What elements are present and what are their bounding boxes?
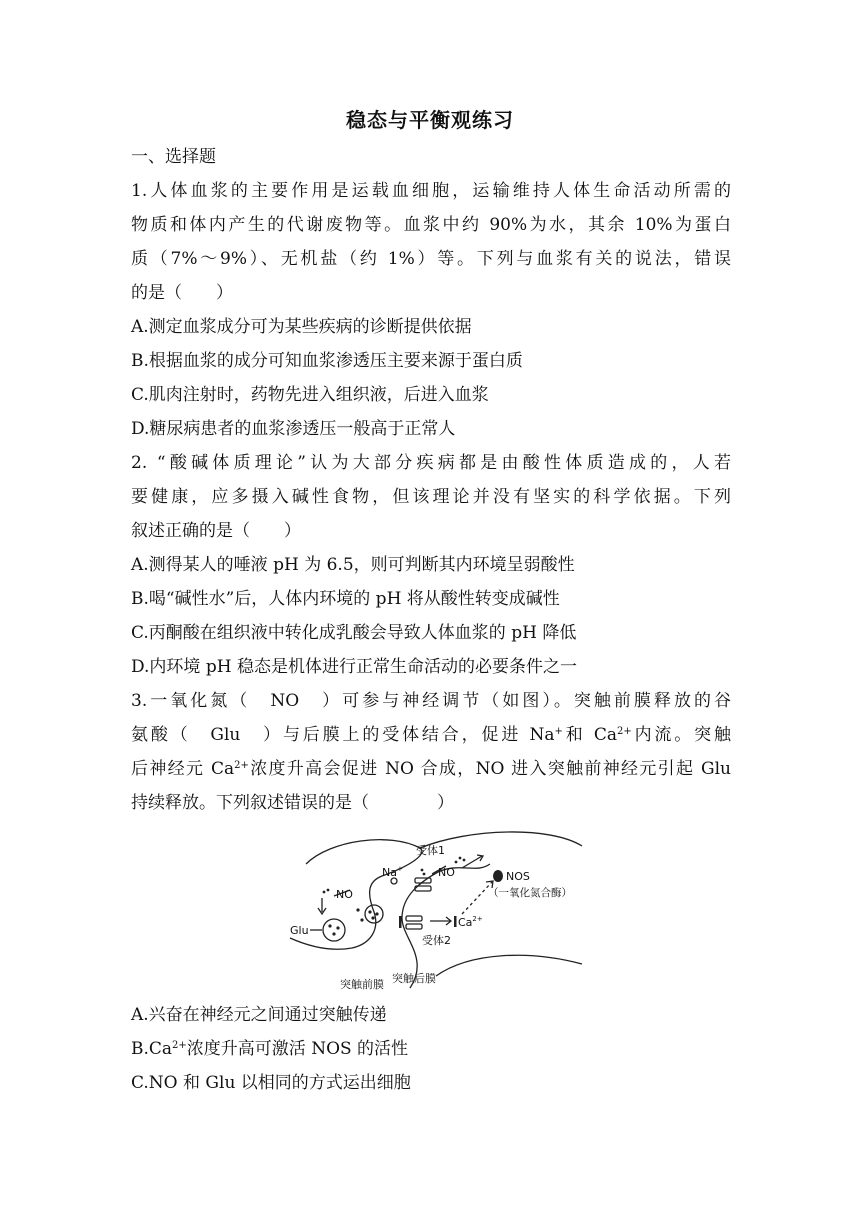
nos-label: NOS	[506, 870, 530, 883]
q3-option-a: A.兴奋在神经元之间通过突触传递	[131, 1005, 387, 1025]
ca-ion-mark	[454, 916, 457, 927]
q2-stem-line-3: 叙述正确的是（ ）	[131, 521, 301, 541]
ca-charge: 2+	[172, 1040, 187, 1051]
q2-option-c: C.丙酮酸在组织液中转化成乳酸会导致人体血浆的 pH 降低	[131, 623, 577, 643]
page-title: 稳态与平衡观练习	[346, 108, 514, 132]
na-label: Na	[382, 866, 397, 879]
no-label-left: NO	[336, 888, 353, 901]
ca-label-charge: 2+	[472, 915, 483, 923]
ca-charge: 2+	[616, 726, 632, 737]
q2-stem-line-1: 2. “酸碱体质理论”认为大部分疾病都是由酸性体质造成的，人若	[131, 453, 731, 473]
q2-option-b: B.喝“碱性水”后，人体内环境的 pH 将从酸性转变成碱性	[131, 589, 560, 609]
q3-option-b	[131, 1038, 731, 1060]
ca-charge: 2+	[234, 760, 249, 771]
q3-option-b-part-b: 浓度升高可激活 NOS 的活性	[186, 1039, 409, 1059]
arrow	[462, 856, 482, 868]
q3-stem-line-2	[131, 724, 731, 746]
presynaptic-membrane-label: 突触前膜	[340, 978, 384, 991]
na-charge: +	[554, 726, 563, 737]
svg-text:Ca2+	[458, 915, 483, 929]
receptor-2	[406, 916, 422, 921]
q1-option-c: C.肌肉注射时，药物先进入组织液，后进入血浆	[131, 385, 489, 405]
q1-stem-line-2: 物质和体内产生的代谢废物等。血浆中约 90%为水，其余 10%为蛋白	[131, 215, 731, 235]
receptor-2-label: 受体2	[422, 934, 451, 947]
q2-stem-line-2: 要健康，应多摄入碱性食物，但该理论并没有坚实的科学依据。下列	[131, 487, 731, 507]
q3-line3-part-b: 浓度升高会促进 NO 合成，NO 进入突触前神经元引起 Glu	[248, 759, 731, 779]
vesicle	[323, 919, 345, 941]
q3-stem-line-1: 3.一氧化氮（ NO ）可参与神经调节（如图）。突触前膜释放的谷	[131, 691, 731, 711]
nos-note: （一氧化氮合酶）	[488, 887, 572, 899]
q1-option-b: B.根据血浆的成分可知血浆渗透压主要来源于蛋白质	[131, 351, 523, 371]
postsynaptic-neuron-bottom	[436, 955, 582, 976]
section-heading: 一、选择题	[131, 147, 216, 167]
q1-stem-line-4: 的是（ ）	[131, 283, 233, 303]
q3-line2-part-c: 内流。突触	[631, 725, 731, 745]
ca-label: Ca	[458, 916, 473, 929]
synapse-diagram	[270, 826, 590, 992]
q1-stem-line-3: 质（7%～9%）、无机盐（约 1%）等。下列与血浆有关的说法，错误	[131, 249, 731, 269]
q3-stem-line-4: 持续释放。下列叙述错误的是（ ）	[131, 793, 454, 813]
receptor-2	[406, 924, 422, 929]
presynaptic-neuron-outline	[290, 840, 422, 950]
nos-enzyme	[493, 870, 503, 882]
glu-label: Glu	[290, 924, 309, 937]
q1-option-d: D.糖尿病患者的血浆渗透压一般高于正常人	[131, 419, 456, 439]
na-label-charge: +	[396, 865, 403, 873]
q3-line2-part-a: 氨酸（ Glu ）与后膜上的受体结合，促进 Na	[131, 725, 555, 745]
svg-text:Na+	[382, 865, 403, 879]
ca-ion-mark	[399, 916, 402, 928]
q2-option-d: D.内环境 pH 稳态是机体进行正常生命活动的必要条件之一	[131, 657, 577, 677]
q2-option-a: A.测得某人的唾液 pH 为 6.5，则可判断其内环境呈弱酸性	[131, 555, 575, 575]
postsynaptic-membrane-label: 突触后膜	[392, 972, 436, 985]
receptor-1-label: 受体1	[416, 844, 445, 857]
q3-option-c: C.NO 和 Glu 以相同的方式运出细胞	[131, 1073, 411, 1093]
q3-stem-line-3	[131, 758, 731, 780]
q3-line3-part-a: 后神经元 Ca	[131, 759, 235, 779]
q1-option-a: A.测定血浆成分可为某些疾病的诊断提供依据	[131, 317, 472, 337]
q1-stem-line-1: 1.人体血浆的主要作用是运载血细胞，运输维持人体生命活动所需的	[131, 181, 731, 201]
q3-option-b-part-a: B.Ca	[131, 1039, 173, 1059]
q3-line2-part-b: 和 Ca	[562, 725, 617, 745]
no-label-right: NO	[438, 866, 455, 879]
